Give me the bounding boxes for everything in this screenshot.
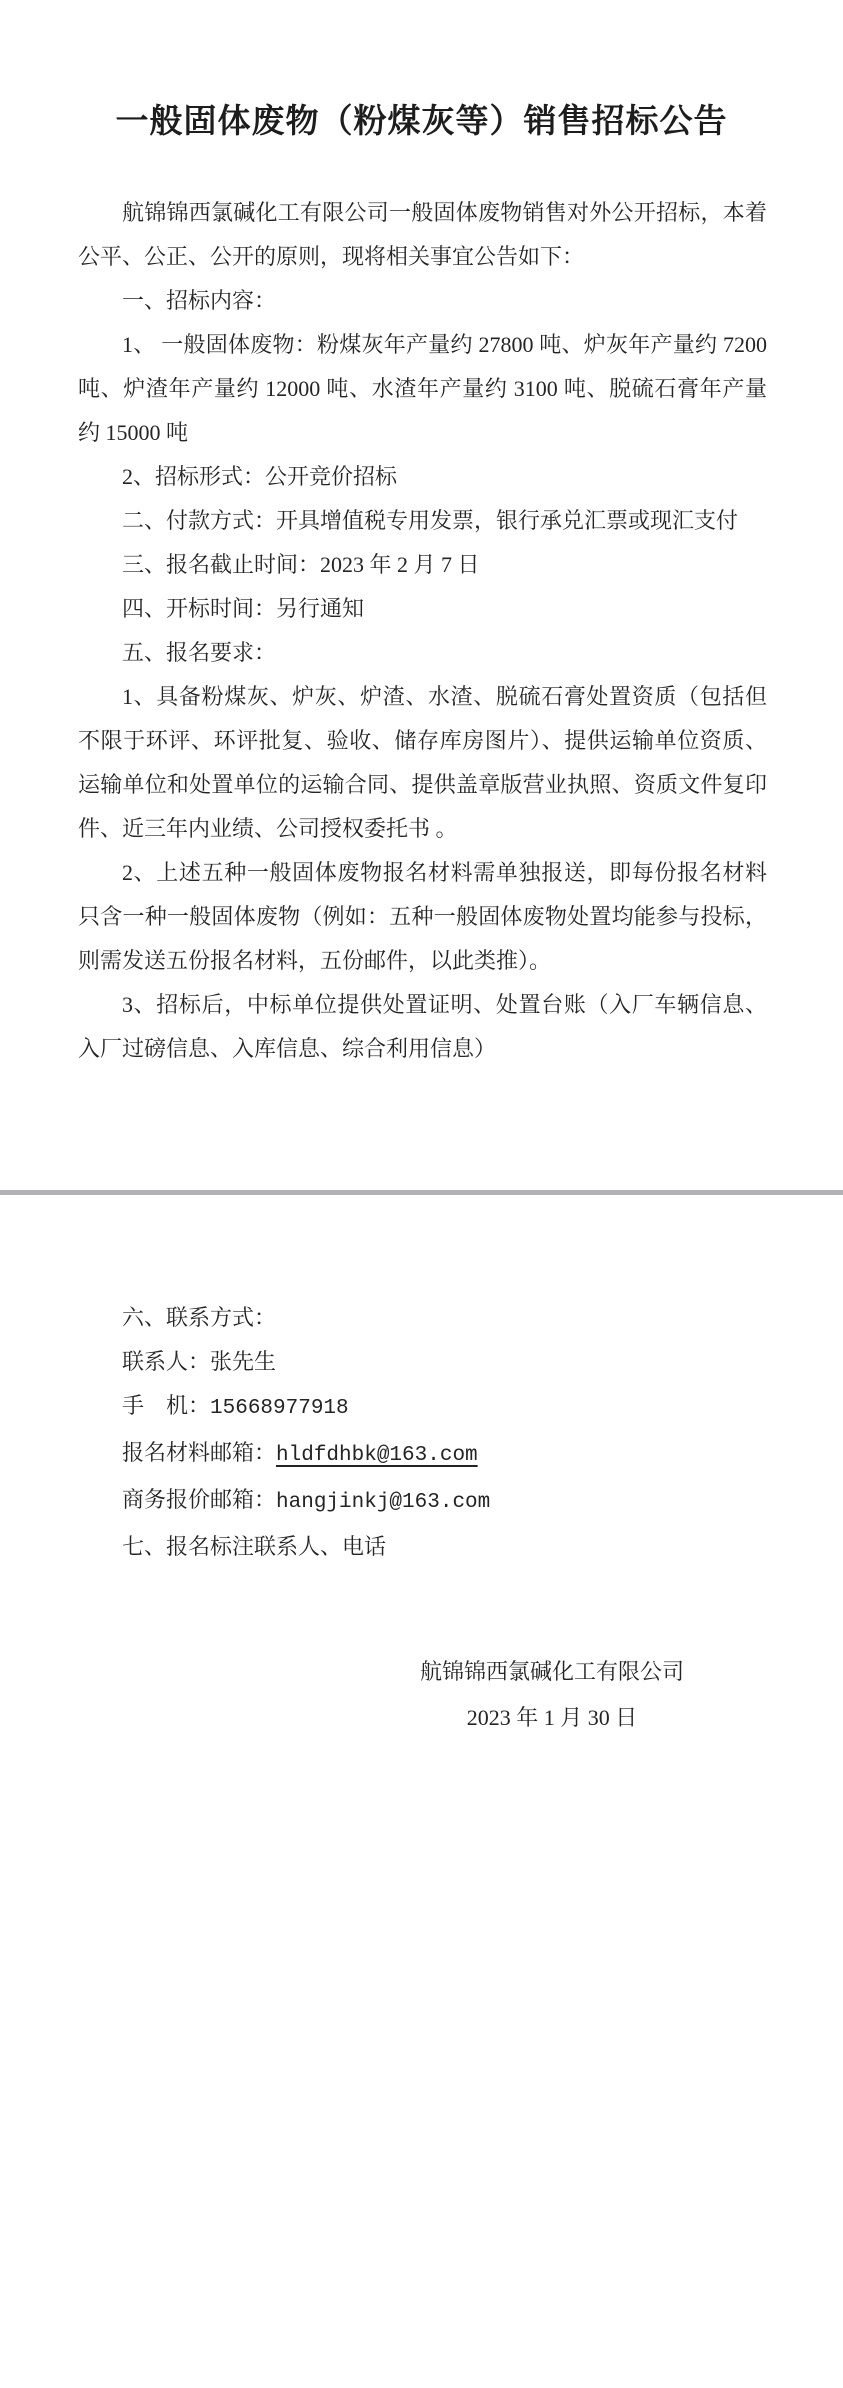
- contact-phone-value: 15668977918: [210, 1397, 349, 1420]
- quote-email-label: 商务报价邮箱：: [122, 1487, 277, 1512]
- document-title: 一般固体废物（粉煤灰等）销售招标公告: [115, 104, 728, 140]
- quote-email-value: hangjinkj@163.com: [276, 1491, 491, 1514]
- signup-email-label: 报名材料邮箱：: [122, 1440, 277, 1465]
- signature-date: 2023 年 1 月 30 日: [466, 1705, 638, 1730]
- requirement-separate-submission: 2、上述五种一般固体废物报名材料需单独报送，即每份报名材料只含一种一般固体废物（例如：五种一般固体废物处置均能参与投标，则需发送五份报名材料，五份邮件，以此类推）。: [78, 860, 767, 973]
- section-payment: 二、付款方式：开具增值税专用发票，银行承兑汇票或现汇支付: [122, 508, 739, 533]
- contact-section: [78, 1296, 767, 1569]
- signature-company-name: 航锦锦西氯碱化工有限公司: [419, 1659, 684, 1684]
- requirement-disposal-proof: 3、招标后，中标单位提供处置证明、处置台账（入厂车辆信息、入厂过磅信息、入库信息、综合利用信息）: [78, 992, 767, 1061]
- signup-email-link[interactable]: hldfdhbk@163.com: [276, 1444, 478, 1467]
- contact-person-label: 联系人：: [122, 1349, 211, 1374]
- signature-block: [262, 1650, 842, 1740]
- item-waste-output: 1、 一般固体废物：粉煤灰年产量约 27800 吨、炉灰年产量约 7200 吨、炉渣年产量约 12000 吨、水渣年产量约 3100 吨、脱硫石膏年产量约 15000 吨: [78, 332, 767, 445]
- page-break-divider: [0, 1190, 843, 1195]
- section-open-time: 四、开标时间：另行通知: [122, 596, 365, 621]
- signup-email-line: [78, 1431, 767, 1478]
- contact-phone-label: 手 机：: [122, 1393, 211, 1418]
- contact-heading: 六、联系方式：: [122, 1305, 277, 1330]
- contact-person-value: 张先生: [210, 1349, 277, 1374]
- section-signup-requirements-heading: 五、报名要求：: [122, 640, 277, 665]
- contact-note-line: 七、报名标注联系人、电话: [122, 1534, 387, 1559]
- quote-email-line: [78, 1478, 767, 1525]
- announcement-body: [78, 191, 767, 1071]
- requirement-qualifications: 1、具备粉煤灰、炉灰、炉渣、水渣、脱硫石膏处置资质（包括但不限于环评、环评批复、验收、储存库房图片）、提供运输单位资质、运输单位和处置单位的运输合同、提供盖章版营业执照、资质文件复印件、近三年内业绩、公司授权委托书 。: [78, 684, 767, 841]
- contact-person-line: [78, 1340, 767, 1384]
- intro-paragraph: 航锦锦西氯碱化工有限公司一般固体废物销售对外公开招标，本着公平、公正、公开的原则，现将相关事宜公告如下：: [78, 200, 767, 269]
- contact-phone-line: [78, 1384, 767, 1431]
- section-bid-content-heading: 一、招标内容：: [122, 288, 277, 313]
- item-bid-form: 2、招标形式：公开竞价招标: [122, 464, 398, 489]
- section-signup-deadline: 三、报名截止时间：2023 年 2 月 7 日: [122, 552, 480, 577]
